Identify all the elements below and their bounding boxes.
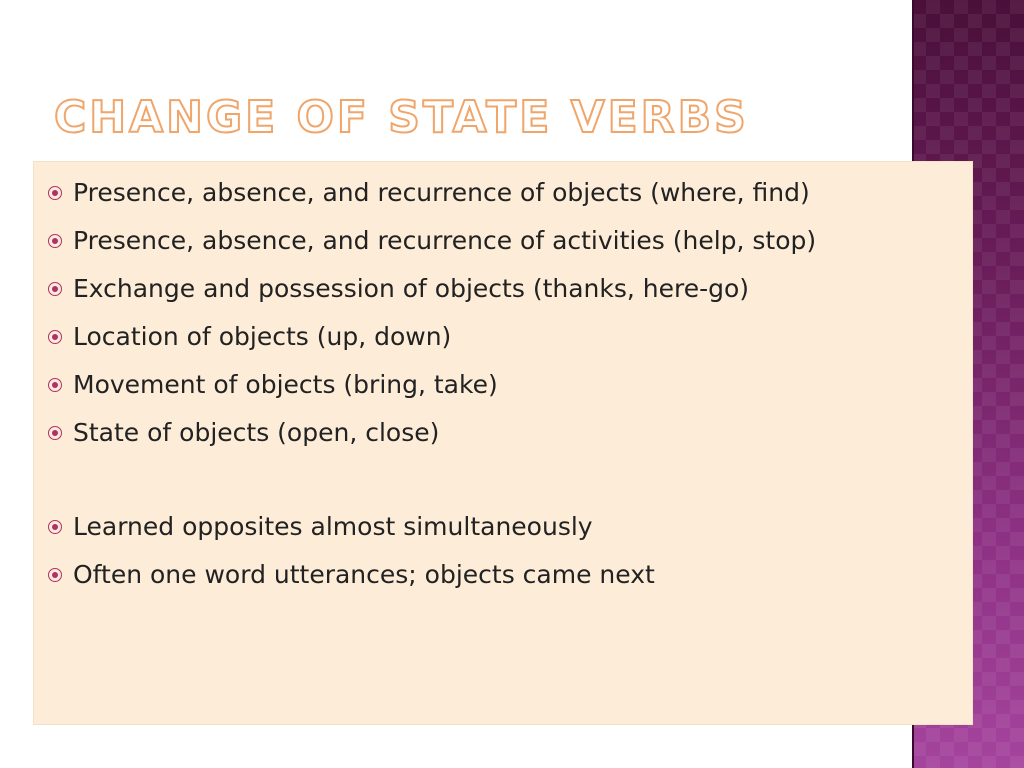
bullet-text: Presence, absence, and recurrence of activities (help, stop): [73, 225, 817, 255]
circled-dot-bullet-icon: [48, 520, 62, 534]
bullet-list: [48, 168, 968, 598]
circled-dot-bullet-icon: [48, 186, 62, 200]
circled-dot-bullet-icon: [48, 330, 62, 344]
slide-title: CHANGE OF STATE VERBS: [54, 92, 749, 143]
bullet-item: [48, 168, 968, 216]
bullet-text: Movement of objects (bring, take): [73, 369, 498, 399]
bullet-item: [48, 550, 968, 598]
circled-dot-bullet-icon: [48, 426, 62, 440]
bullet-text: Often one word utterances; objects came next: [73, 559, 655, 589]
bullet-item: [48, 312, 968, 360]
bullet-text: Exchange and possession of objects (thanks, here-go): [73, 273, 750, 303]
circled-dot-bullet-icon: [48, 234, 62, 248]
content-box: [34, 162, 972, 724]
bullet-text: Presence, absence, and recurrence of objects (where, find): [73, 177, 810, 207]
bullet-text: Learned opposites almost simultaneously: [73, 511, 593, 541]
bullet-text: State of objects (open, close): [73, 417, 440, 447]
bullet-item: [48, 408, 968, 456]
bullet-item: [48, 264, 968, 312]
bullet-spacer: [48, 456, 968, 502]
circled-dot-bullet-icon: [48, 282, 62, 296]
bullet-text: Location of objects (up, down): [73, 321, 452, 351]
circled-dot-bullet-icon: [48, 568, 62, 582]
circled-dot-bullet-icon: [48, 378, 62, 392]
bullet-item: [48, 502, 968, 550]
bullet-item: [48, 360, 968, 408]
bullet-item: [48, 216, 968, 264]
